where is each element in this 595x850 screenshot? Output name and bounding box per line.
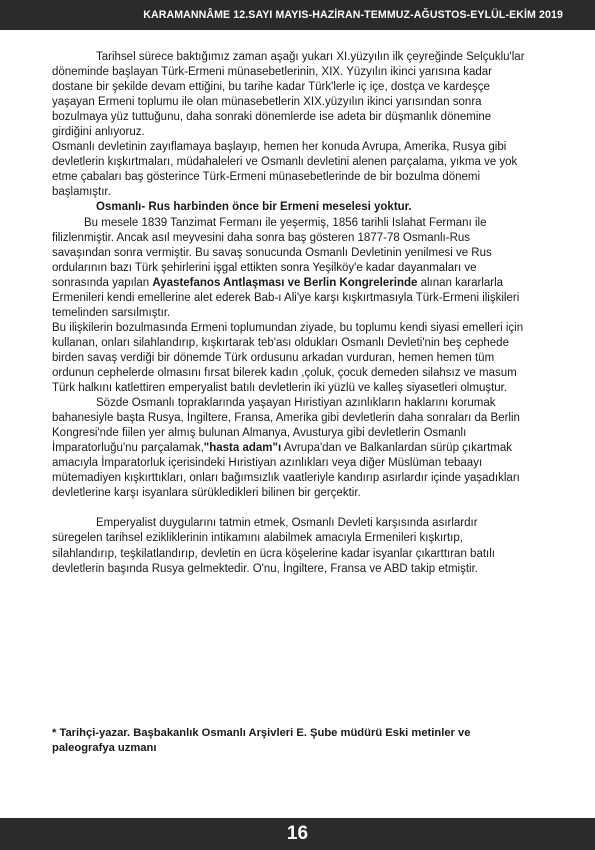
author-footnote: * Tarihçi-yazar. Başbakanlık Osmanlı Arşivleri E. Şube müdürü Eski metinler ve paleografya uzmanı <box>52 727 471 754</box>
running-title: KARAMANNÂME 12.SAYI MAYIS-HAZİRAN-TEMMUZ-AĞUSTOS-EYLÜL-EKİM 2019 <box>143 9 563 21</box>
paragraph-5-text-a: Sözde Osmanlı topraklarında yaşayan Hıristiyan azınlıkların haklarını korumak bahanesiyle başta Rusya, İngiltere, Fransa, Amerika gibi devletlerin daha sonraları da Berlin Kongresi'nde fiilen yer almış bulunan Almanya, Avusturya gibi devletlerin Osmanlı İmparatorluğu'nu parçalamak, <box>52 397 520 455</box>
paragraph-4: Bu ilişkilerin bozulmasında Ermeni toplumundan ziyade, bu toplumu kendi siyasi emelleri için kullanan, onları silahlandırıp, kışkırtarak teb'ası oldukları Osmanlı Devleti'nin beş cephede birden savaş verdiği bir dönemde Türk ordusunu arkadan vurduran, hemen hemen tüm ordunun cephelerde olmasını fırsat bilerek kadın ,çoluk, çocuk demeden silahsız ve masum Türk halkını katlettiren emperyalist batılı devletlerin iki yüzlü ve kalleş siyasetleri olmuştur. <box>52 321 524 395</box>
paragraph-3-text-a: Bu mesele 1839 Tanzimat Fermanı ile yeşermiş, 1856 tarihli Islahat Fermanı ile filizlenmiştir. Ancak asıl meyvesini daha sonra baş gösteren 1877-78 Osmanlı-Rus savaşından sonra vermiştir. Bu savaş sonucunda Osmanlı Devletinin yenilmesi ve Rus ordularının bazı Türk şehirlerini işgal ettikten sonra Yeşilköy'e kadar dayanmaları ve sonrasında yapılan <box>52 216 492 289</box>
paragraph-6: Emperyalist duygularını tatmin etmek, Osmanlı Devleti karşısında asırlardır süregelen tarihsel ezikliklerinin intikamını alabilmek amacıyla Ermenileri kışkırtıp, silahlandırıp, teşkilatlandırıp, devletin en ücra köşelerine kadar isyanlar çıkarttıran batılı devletlerin başında Rusya gelmektedir. O'nu, İngiltere, Fransa ve ABD takip etmiştir. <box>52 517 495 575</box>
article-body <box>52 50 528 577</box>
page-footer <box>0 818 595 850</box>
paragraph-5 <box>52 396 528 501</box>
page-number: 16 <box>286 823 309 844</box>
paragraph-5-bold: "hasta adam"ı <box>203 442 282 455</box>
paragraph-2: Osmanlı devletinin zayıflamaya başlayıp, hemen her konuda Avrupa, Amerika, Rusya gibi devletlerin kışkırtmaları, müdahaleleri ve Osmanlı devletini alenen parçalama, yıkma ve yok etme çabaları baş gösterince Türk-Ermeni münasebetlerinde de bir bozulma dönemi başlamıştır. <box>52 141 518 199</box>
paragraph-5-text-b: Avrupa'dan ve Balkanlardan sürüp çıkartmak amacıyla İmparatorluk içerisindeki Hıristiyan azınlıkları veya diğer Müslüman tebaayı mütemadiyen kışkırttıkları, onları bağımsızlık vaatleriyle kandırıp asırlardır içinde yaşadıkları devletlerine karşı isyanlara sürükledikleri bilinen bir gerçektir. <box>52 442 520 500</box>
paragraph-3-text-b: alınan kararlarla Ermenileri kendi emellerine alet ederek Bab-ı Ali'ye karşı kışkırtmasıyla Türk-Ermeni ilişkileri temelinden sarsılmıştır. <box>52 276 520 319</box>
running-header <box>0 0 595 30</box>
paragraph-3 <box>52 216 528 321</box>
paragraph-1: Tarihsel sürece baktığımız zaman aşağı yukarı XI.yüzyılın ilk çeyreğinde Selçuklu'lar döneminde başlayan Türk-Ermeni münasebetlerinin, XIX. Yüzyılın ikinci yarısına kadar dostane bir şekilde devam ettiğini, bu tarihe kadar Türk'lerle iç içe, dostça ve kardeşçe yaşayan Ermeni toplumu ile olan münasebetlerin XIX.yüzyılın ikinci yarısından sonra bozulmaya yüz tuttuğunu, daha sonraki dönemlerde ise adeta bir düşmanlık dönemine girdiğini anlıyoruz. <box>52 51 525 139</box>
paragraph-3-bold: Ayastefanos Antlaşması ve Berlin Kongrelerinde <box>152 276 418 289</box>
section-heading: Osmanlı- Rus harbinden önce bir Ermeni meselesi yoktur. <box>96 201 412 214</box>
paragraph-gap <box>52 501 528 516</box>
